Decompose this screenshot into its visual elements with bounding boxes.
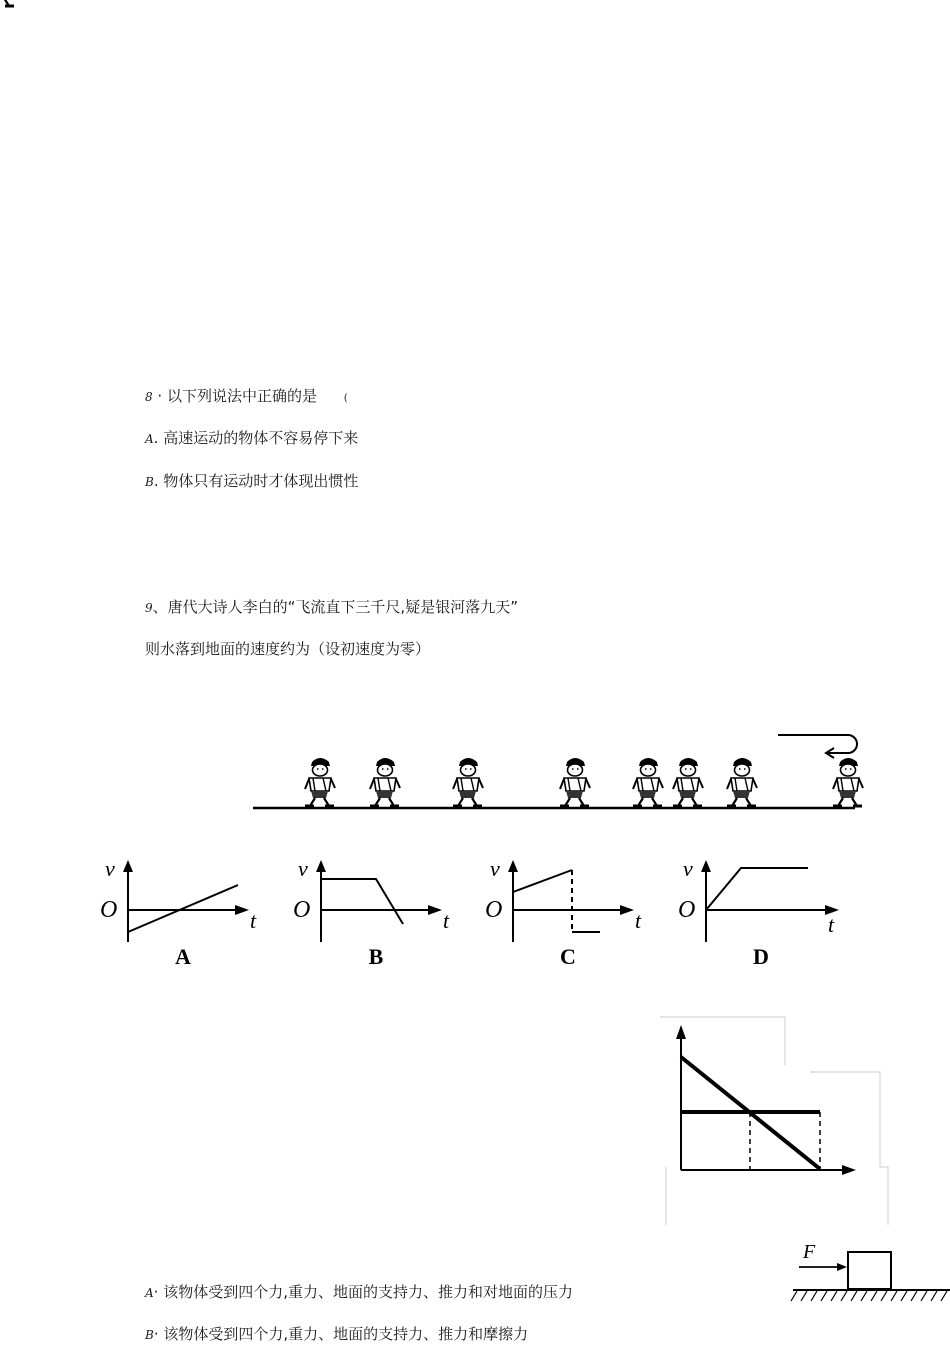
vt-graph-d bbox=[673, 852, 848, 972]
axis-label-v: v bbox=[490, 856, 500, 881]
graph-caption-d: D bbox=[753, 944, 769, 969]
origin-label: O bbox=[485, 897, 503, 923]
axis-label-t: t bbox=[443, 908, 450, 933]
vt-graph-a bbox=[95, 852, 270, 972]
origin-label: O bbox=[100, 897, 118, 923]
intersect-graph bbox=[660, 1015, 900, 1230]
vt-graph-b bbox=[288, 852, 463, 972]
axis-label-t: t bbox=[828, 912, 835, 937]
origin-label: O bbox=[293, 897, 311, 923]
option-label: A bbox=[145, 1286, 154, 1300]
graph-caption-a: A bbox=[175, 944, 191, 969]
option-sep: · bbox=[153, 1283, 159, 1301]
q9-sep: 、 bbox=[152, 598, 168, 616]
q9-number: 9 bbox=[145, 601, 153, 615]
option-text: 物体只有运动时才体现出惯性 bbox=[163, 472, 359, 490]
axis-label-v: v bbox=[298, 856, 308, 881]
block bbox=[848, 1252, 891, 1289]
force-block-figure bbox=[785, 1238, 950, 1308]
axis-label-t: t bbox=[635, 908, 642, 933]
option-sep: . bbox=[153, 429, 159, 447]
option-label: A bbox=[145, 432, 154, 446]
origin-label: O bbox=[678, 897, 696, 923]
axis-label-t: t bbox=[250, 908, 257, 933]
option-text: 高速运动的物体不容易停下来 bbox=[163, 429, 359, 447]
q-last-option-a bbox=[145, 1282, 573, 1303]
option-sep: · bbox=[153, 1325, 159, 1343]
walker-icon bbox=[0, 0, 15, 6]
option-text: 该物体受到四个力,重力、地面的支持力、推力和对地面的压力 bbox=[163, 1283, 574, 1301]
q8-sep: · bbox=[157, 387, 163, 405]
option-label: B bbox=[145, 1328, 154, 1342]
q8-stem-text: 以下列说法中正确的是 bbox=[166, 387, 317, 405]
vt-graph-c bbox=[480, 852, 655, 972]
graph-caption-c: C bbox=[560, 944, 576, 969]
option-text: 该物体受到四个力,重力、地面的支持力、推力和摩擦力 bbox=[163, 1325, 529, 1343]
q8-number: 8 bbox=[145, 390, 153, 404]
option-sep: . bbox=[153, 472, 159, 490]
axis-label-v: v bbox=[683, 856, 693, 881]
q9-text-2: 则水落到地面的速度约为（设初速度为零） bbox=[145, 640, 431, 658]
graph-caption-b: B bbox=[368, 944, 384, 969]
axis-label-v: v bbox=[105, 856, 115, 881]
option-label: B bbox=[145, 475, 154, 489]
q9-text-1: 唐代大诗人李白的“飞流直下三千尺,疑是银河落九天” bbox=[167, 598, 518, 616]
force-label: F bbox=[803, 1241, 816, 1263]
q8-paren: ( bbox=[343, 393, 348, 404]
q-last-option-b bbox=[145, 1324, 528, 1345]
